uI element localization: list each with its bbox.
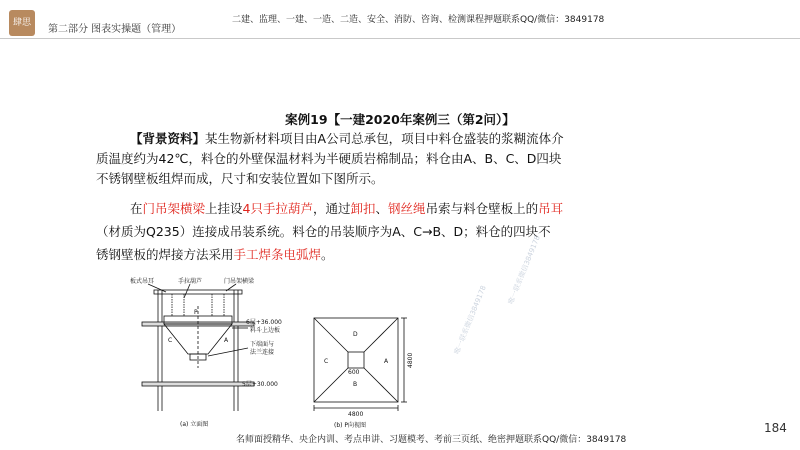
floor-slab-5 [142,382,254,386]
plate-c-label: C [168,337,173,344]
label-lifting-lug: 板式吊耳 [130,278,155,285]
brand-logo: 肆思 [9,10,35,36]
paragraph-2-line-1 [130,199,563,219]
label-lower-flange-1: 下端面与 [250,341,275,348]
plate-a-label: A [224,337,229,344]
plan-plate-c: C [324,358,329,365]
bg-label: 【背景资料】 [130,131,206,146]
label-beam: 门吊架横梁 [224,278,255,285]
plan-diagonal [364,368,398,402]
page-number: 184 [764,421,787,435]
bg-line-2: 质温度约为42℃，料仓的外壁保温材料为半硬质岩棉制品；料仓由A、B、C、D四块 [96,151,562,166]
footer-contact: 名师面授精华、央企内训、考点串讲、习题模考、考前三页纸、绝密押题联系QQ/微信：3849178 [236,435,627,445]
welding-method: 手工焊条电弧焊 [233,247,322,262]
caption-plan: (b) P向视图 [334,422,367,429]
p2-seg-red: 卸扣 [350,201,376,216]
p2-seg: 吊索与料仓壁板上的 [425,201,539,216]
plate-p-label: P [194,309,198,316]
plan-plate-b: B [353,381,358,388]
p2-seg-red: 钢丝绳 [388,201,426,216]
header-divider [0,38,800,39]
leader [148,284,166,292]
p2-seg: 、 [375,201,389,216]
plan-diagonal [314,368,348,402]
p2-line3-pre: 锈钢壁板的焊接方法采用 [96,247,234,262]
label-level6: 6层+36.000 [246,319,282,326]
watermark: 唯一联系微信3849178 [452,284,488,356]
figure-plan-view [304,308,416,430]
watermark: 唯一联系微信3849178 [506,234,542,306]
label-level5: 5层+30.000 [242,381,278,388]
bg-text-1: 某生物新材料项目由A公司总承包，项目中料仓盛装的浆糊流体介 [205,131,564,146]
plan-plate-a: A [384,358,389,365]
figure-elevation [128,276,308,432]
label-hoist: 手拉葫芦 [178,278,203,285]
plan-plate-d: D [353,331,358,338]
p2-line3-post: 。 [321,247,334,262]
plan-diagonal [364,318,398,352]
bg-line-1 [130,129,564,149]
plan-inner [348,352,364,368]
plan-diagonal [314,318,348,352]
paragraph-2-line-3 [96,245,334,265]
plan-dim-height: 4800 [407,352,414,368]
bg-line-3: 不锈钢壁板组焊而成，尺寸和安装位置如下图所示。 [96,171,384,186]
leader [208,348,248,356]
p2-seg: 上挂设 [205,201,243,216]
gantry-beam [154,290,242,294]
p2-seg-red: 4只手拉葫芦 [242,201,313,216]
p2-seg-red: 门吊架横梁 [142,201,206,216]
p2-seg: ，通过 [313,201,351,216]
label-lower-flange-2: 法兰连接 [250,349,275,356]
plan-dim-width: 4800 [348,411,364,418]
label-hopper-edge: 料斗上边板 [250,327,281,334]
p2-seg: 在 [130,201,143,216]
p2-seg-red: 吊耳 [538,201,564,216]
plan-dim-inner: 600 [348,369,360,376]
section-title: 第二部分 图表实操题（管理） [48,24,182,35]
caption-elevation: (a) 立面图 [180,421,209,428]
leader [184,284,190,298]
header-contact: 二建、监理、一建、一造、二造、安全、消防、咨询、检测课程押题联系QQ/微信：3849178 [232,15,605,25]
paragraph-2-line-2: （材质为Q235）连接成吊装系统。料仓的吊装顺序为A、C→B、D；料仓的四块不 [96,224,551,239]
case-title: 案例19【一建2020年案例三（第2问）】 [285,112,515,127]
